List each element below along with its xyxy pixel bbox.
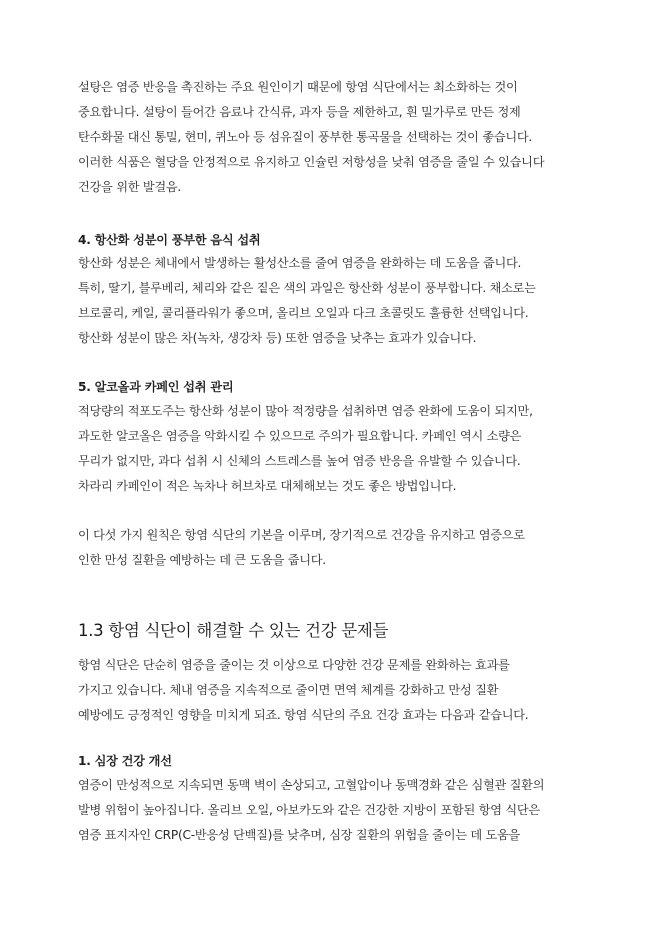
paragraph-line: 적당량의 적포도주는 항산화 성분이 많아 적정량을 섭취하면 염증 완화에 도움이 되지만,	[78, 404, 533, 418]
paragraph-line: 이 다섯 가지 원칙은 항염 식단의 기본을 이루며, 장기적으로 건강을 유지하고 염증으로	[78, 528, 525, 542]
paragraph-line: 염증이 만성적으로 지속되면 동맥 벽이 손상되고, 고혈압이나 동맥경화 같은 심혈관 질환의	[78, 778, 545, 792]
paragraph-line: 항염 식단은 단순히 염증을 줄이는 것 이상으로 다양한 건강 문제를 완화하는 효과를	[78, 658, 510, 672]
paragraph-line: 인한 만성 질환을 예방하는 데 큰 도움을 줍니다.	[78, 553, 326, 567]
section-heading: 5. 알코올과 카페인 섭취 관리	[78, 380, 234, 394]
paragraph-line: 탄수화물 대신 통밀, 현미, 퀴노아 등 섬유질이 풍부한 통곡물을 선택하는 것이 좋습니다.	[78, 130, 533, 144]
paragraph-line: 중요합니다. 설탕이 들어간 음료나 간식류, 과자 등을 제한하고, 흰 밀가루로 만든 정제	[78, 105, 521, 119]
paragraph-line: 건강을 위한 발걸음.	[78, 180, 182, 194]
paragraph-line: 과도한 알코올은 염증을 악화시킬 수 있으므로 주의가 필요합니다. 카페인 역시 소량은	[78, 429, 522, 443]
paragraph-line: 설탕은 염증 반응을 촉진하는 주요 원인이기 때문에 항염 식단에서는 최소화하는 것이	[78, 80, 518, 94]
paragraph-line: 항산화 성분이 많은 차(녹차, 생강차 등) 또한 염증을 낮추는 효과가 있습니다.	[78, 331, 477, 345]
paragraph-line: 무리가 없지만, 과다 섭취 시 신체의 스트레스를 높여 염증 반응을 유발할 수 있습니다.	[78, 454, 521, 468]
paragraph-line: 차라리 카페인이 적은 녹차나 허브차로 대체해보는 것도 좋은 방법입니다.	[78, 479, 457, 493]
paragraph-line: 브로콜리, 케일, 콜리플라워가 좋으며, 올리브 오일과 다크 초콜릿도 훌륭한 선택입니다.	[78, 306, 529, 320]
paragraph-line: 가지고 있습니다. 체내 염증을 지속적으로 줄이면 면역 체계를 강화하고 만성 질환	[78, 683, 499, 697]
paragraph-line: 이러한 식품은 혈당을 안정적으로 유지하고 인슐린 저항성을 낮춰 염증을 줄일 수 있습니다	[78, 155, 545, 169]
paragraph-line: 항산화 성분은 체내에서 발생하는 활성산소를 줄여 염증을 완화하는 데 도움을 줍니다.	[78, 256, 522, 270]
section-heading: 1. 심장 건강 개선	[78, 754, 172, 768]
paragraph-line: 특히, 딸기, 블루베리, 체리와 같은 짙은 색의 과일은 항산화 성분이 풍부합니다. 채소로는	[78, 281, 536, 295]
paragraph-line: 발병 위험이 높아집니다. 올리브 오일, 아보카도와 같은 건강한 지방이 포함된 항염 식단은	[78, 803, 540, 817]
section-title: 1.3 항염 식단이 해결할 수 있는 건강 문제들	[78, 621, 389, 640]
section-heading: 4. 항산화 성분이 풍부한 음식 섭취	[78, 233, 261, 247]
paragraph-line: 예방에도 긍정적인 영향을 미치게 되죠. 항염 식단의 주요 건강 효과는 다음과 같습니다.	[78, 708, 529, 722]
paragraph-line: 염증 표지자인 CRP(C-반응성 단백질)를 낮추며, 심장 질환의 위험을 줄이는 데 도움을	[78, 828, 521, 842]
